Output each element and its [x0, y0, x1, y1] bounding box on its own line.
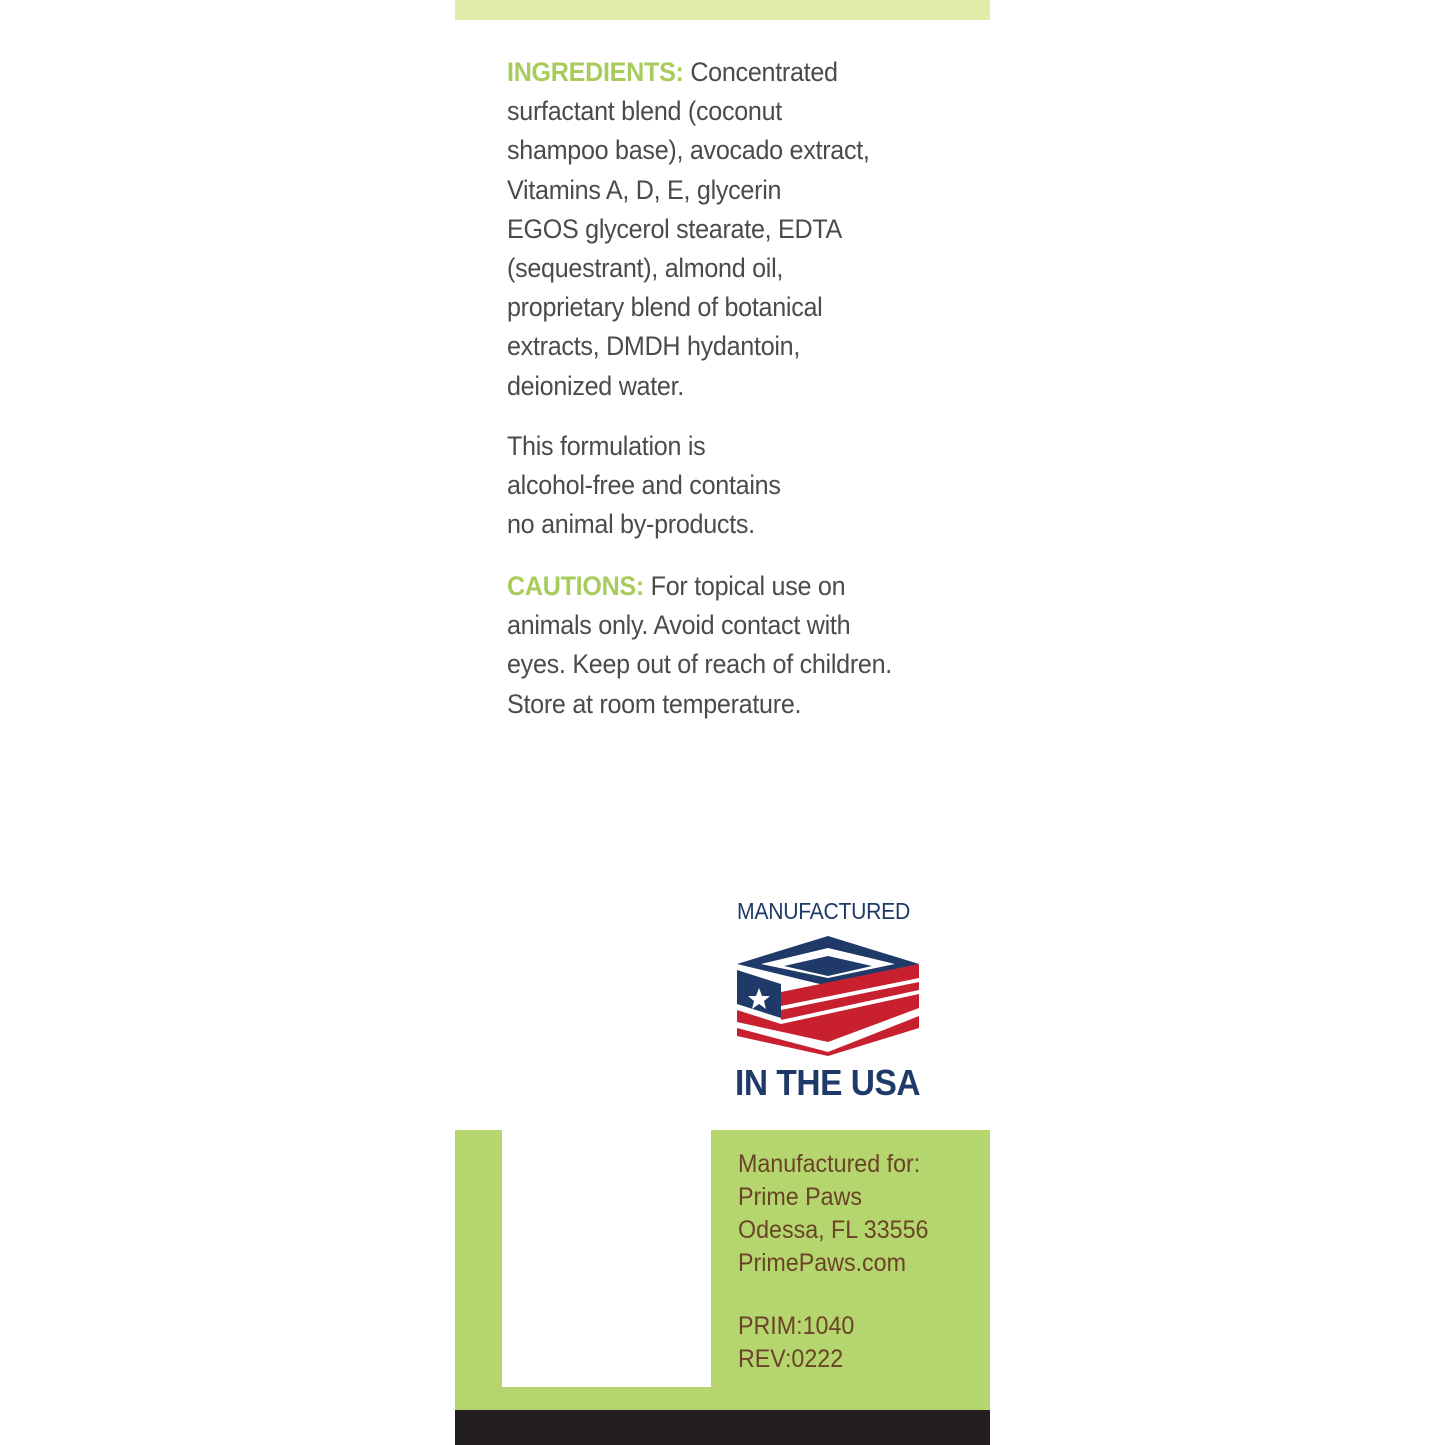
manufacturer-info: [738, 1148, 928, 1376]
prim-code: PRIM:1040: [738, 1312, 855, 1340]
top-color-band: [455, 0, 990, 20]
ingredients-text: Concentrated surfactant blend (coconut shampoo base), avocado extract, Vitamins A, D, E, glycerin EGOS glycerol stearate, EDTA (sequestrant), almond oil, proprietary blend of botanical extracts, DMDH hydantoin, deionized water.: [507, 57, 870, 401]
badge-bottom-text: IN THE USA: [735, 1062, 921, 1103]
cautions-section: [507, 567, 944, 724]
ingredients-section: [507, 53, 944, 406]
revision-code: REV:0222: [738, 1345, 844, 1373]
manufactured-for-label: Manufactured for:: [738, 1150, 921, 1178]
cautions-text: For topical use on animals only. Avoid contact with eyes. Keep out of reach of children. Store at room temperature.: [507, 571, 892, 719]
ingredients-heading: INGREDIENTS:: [507, 57, 684, 87]
spacer: [738, 1280, 928, 1310]
formulation-note: This formulation is alcohol-free and contains no animal by-products.: [507, 431, 781, 540]
barcode-blank-area: [502, 1130, 711, 1387]
company-address: Odessa, FL 33556: [738, 1216, 929, 1244]
cautions-heading: CAUTIONS:: [507, 571, 644, 601]
footer-panel: [455, 1130, 990, 1410]
bottom-black-strip: [455, 1410, 990, 1445]
usa-flag-box-icon: [737, 936, 919, 1056]
badge-top-text: MANUFACTURED: [737, 898, 911, 924]
company-website: PrimePaws.com: [738, 1249, 906, 1277]
product-label-panel: [455, 0, 990, 1445]
made-in-usa-badge: [735, 898, 921, 1113]
company-name: Prime Paws: [738, 1183, 863, 1211]
